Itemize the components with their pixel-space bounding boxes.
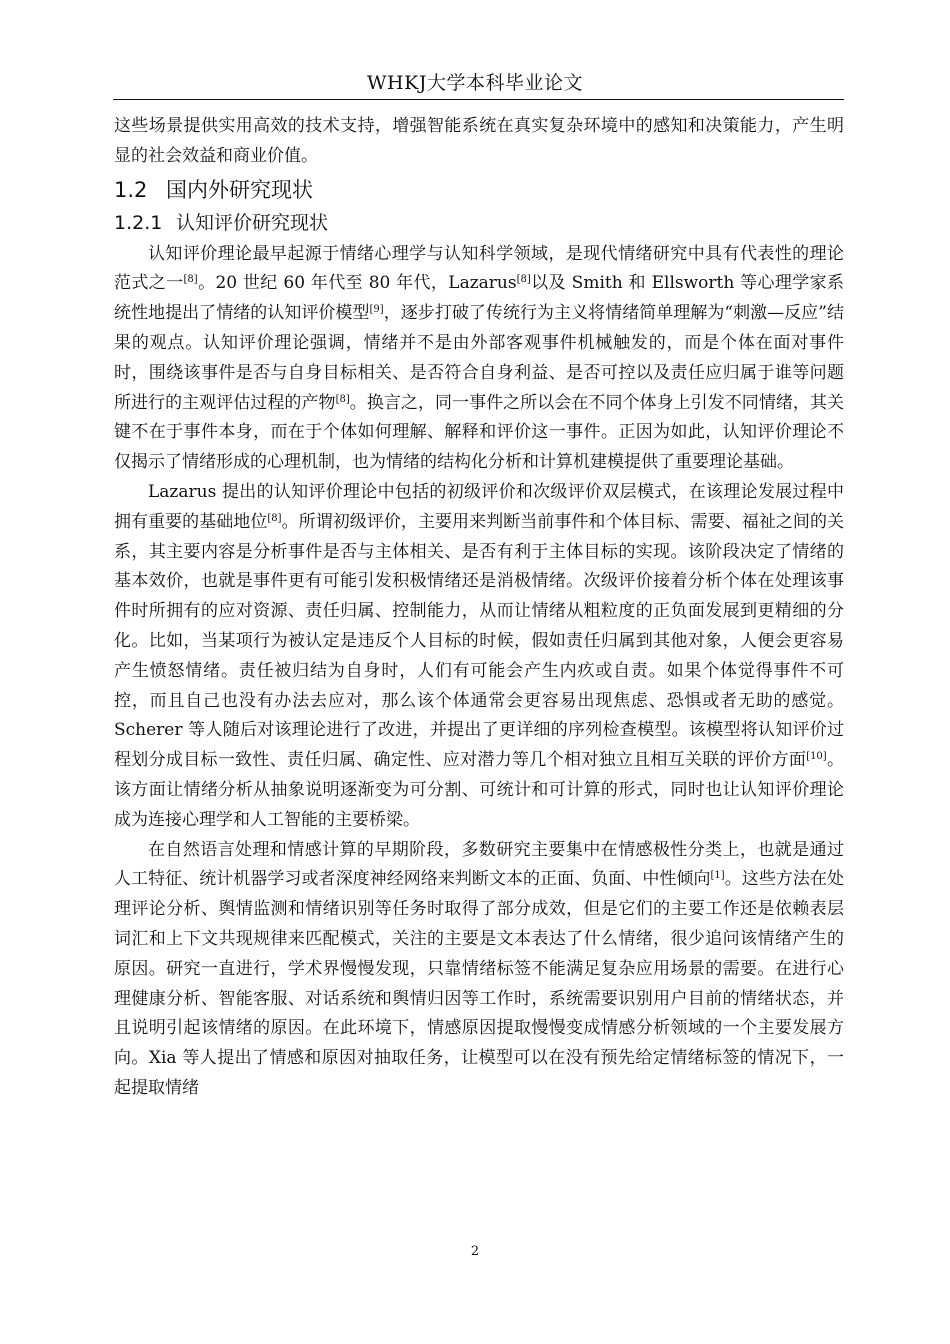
subsection-number: 1.2.1	[114, 211, 163, 234]
citation: [9]	[369, 304, 384, 316]
citation: [8]	[335, 393, 350, 405]
header-rule	[113, 99, 844, 100]
citation: [1]	[710, 870, 725, 882]
text-run: 。20 世纪 60 年代至 80 年代，Lazarus	[197, 273, 517, 294]
paragraph-lazarus-model	[114, 478, 844, 836]
text-run: 以及 Smith 和 Ellsworth 等心理学家系统性地提出了情绪的认知评价模型	[114, 273, 844, 324]
text-run: 。换言之，同一事件之所以会在不同个体身上引发不同情绪，其关键不在于事件本身，而在于个体如何理解、解释和评价这一事件。正因为如此，认知评价理论不仅揭示了情绪形成的心理机制，也为情绪的结构化分析和计算机建模提供了重要理论基础。	[114, 392, 845, 473]
text-run: 认知评价理论最早起源于情绪心理学与认知科学领域，是现代情绪研究中具有代表性的理论范式之一	[114, 243, 844, 294]
text-run: Lazarus 提出的认知评价理论中包括的初级评价和次级评价双层模式，在该理论发展过程中拥有重要的基础地位	[114, 481, 844, 532]
citation: [8]	[516, 274, 531, 286]
section-number: 1.2	[114, 177, 148, 202]
text-run: ，逐步打破了传统行为主义将情绪简单理解为“刺激—反应”结果的观点。认知评价理论强调，情绪并不是由外部客观事件机械触发的，而是个体在面对事件时，围绕该事件是否与自身目标相关、是否符合自身利益、是否可控以及责任应归属于谁等问题所进行的主观评估过程的产物	[114, 303, 845, 413]
text-run: 。这些方法在处理评论分析、舆情监测和情绪识别等任务时取得了部分成效，但是它们的主要工作还是依赖表层词汇和上下文共现规律来匹配模式，关注的主要是文本表达了什么情绪，很少追问该情绪产生的原因。研究一直进行，学术界慢慢发现，只靠情绪标签不能满足复杂应用场景的需要。在进行心理健康分析、智能客服、对话系统和舆情归因等工作时，系统需要识别用户目前的情绪状态，并且说明引起该情绪的原因。在此环境下，情感原因提取慢慢变成情感分析领域的一个主要发展方向。Xia 等人提出了情感和原因对抽取任务，让模型可以在没有预先给定情绪标签的情况下，一起提取情绪	[114, 869, 845, 1098]
text-run: 。所谓初级评价，主要用来判断当前事件和个体目标、需要、福祉之间的关系，其主要内容是分析事件是否与主体相关、是否有利于主体目标的实现。该阶段决定了情绪的基本效价，也就是事件更有可能引发积极情绪还是消极情绪。次级评价接着分析个体在处理该事件时所拥有的应对资源、责任归属、控制能力，从而让情绪从粗粒度的正负面发展到更精细的分化。比如，当某项行为被认定是违反个人目标的时候，假如责任归属到其他对象，人便会更容易产生愤怒情绪。责任被归结为自身时，人们有可能会产生内疚或自责。如果个体觉得事件不可控，而且自己也没有办法去应对，那么该个体通常会更容易出现焦虑、恐惧或者无助的感觉。Scherer 等人随后对该理论进行了改进，并提出了更详细的序列检查模型。该模型将认知评价过程划分成目标一致性、责任归属、确定性、应对潜力等几个相对独立且相互关联的评价方面	[114, 511, 845, 771]
citation: [8]	[267, 512, 282, 524]
citation: [8]	[183, 274, 198, 286]
subsection-title: 认知评价研究现状	[176, 211, 329, 234]
subsection-heading	[114, 207, 844, 240]
text-run: 在自然语言处理和情感计算的早期阶段，多数研究主要集中在情感极性分类上，也就是通过人工特征、统计机器学习或者深度神经网络来判断文本的正面、负面、中性倾向	[114, 839, 844, 890]
paragraph-appraisal-theory-origin	[114, 240, 844, 478]
section-title: 国内外研究现状	[166, 177, 313, 202]
intro-tail-paragraph: 这些场景提供实用高效的技术支持，增强智能系统在真实复杂环境中的感知和决策能力，产生明显的社会效益和商业价值。	[114, 116, 844, 166]
text-run: 。该方面让情绪分析从抽象说明逐渐变为可分割、可统计和可计算的形式，同时也让认知评价理论成为连接心理学和人工智能的主要桥梁。	[114, 750, 845, 830]
paragraph-emotion-cause	[114, 836, 844, 1104]
running-header: WHKJ大学本科毕业论文	[367, 72, 583, 94]
page-number: 2	[470, 1244, 480, 1259]
citation: [10]	[806, 751, 827, 763]
section-heading	[114, 173, 844, 207]
body-text	[114, 112, 844, 1104]
